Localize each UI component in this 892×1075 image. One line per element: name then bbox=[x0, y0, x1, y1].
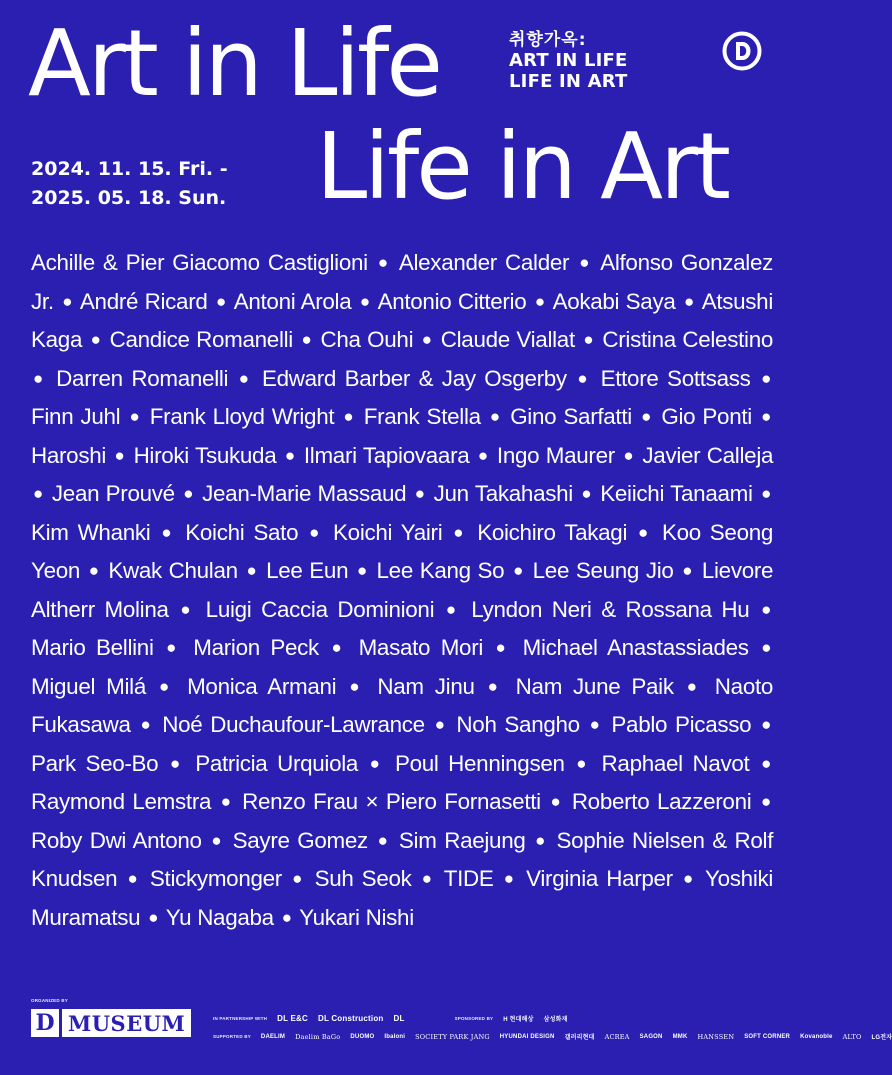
supported-label: SUPPORTED BY bbox=[213, 1034, 251, 1039]
artist-name: Achille & Pier Giacomo Castiglioni bbox=[31, 250, 368, 275]
artist-name: Suh Seok bbox=[314, 866, 412, 891]
d-museum-logo-d: D bbox=[31, 1009, 59, 1037]
bullet-separator-icon: ● bbox=[220, 792, 233, 811]
artist-name: Antoni Arola bbox=[233, 288, 352, 314]
bullet-separator-icon: ● bbox=[761, 792, 772, 811]
bullet-separator-icon: ● bbox=[421, 330, 433, 349]
main-title-line-2: Life in Art bbox=[316, 113, 728, 220]
artist-name: Kim Whanki bbox=[31, 519, 151, 545]
artist-name: Lee Kang So bbox=[376, 558, 505, 583]
artist-name: Raymond Lemstra bbox=[31, 789, 212, 814]
artist-name: Raphael Navot bbox=[601, 750, 750, 776]
bullet-separator-icon: ● bbox=[414, 484, 426, 503]
bullet-separator-icon: ● bbox=[33, 368, 46, 388]
artist-name: Ingo Maurer bbox=[496, 442, 615, 468]
artist-name: Koichi Sato bbox=[185, 519, 299, 545]
artist-name: Miguel Milá bbox=[31, 673, 147, 699]
artist-name: Javier Calleja bbox=[642, 442, 774, 468]
supporter-logo: ACREA bbox=[604, 1032, 630, 1041]
artist-name: Jean Prouvé bbox=[51, 481, 175, 506]
bullet-separator-icon: ● bbox=[513, 561, 524, 580]
artist-name: Ilmari Tapiovaara bbox=[303, 442, 470, 468]
bullet-separator-icon: ● bbox=[453, 522, 467, 542]
artist-name: Edward Barber & Jay Osgerby bbox=[261, 365, 567, 391]
exhibition-dates bbox=[31, 155, 228, 213]
bullet-separator-icon: ● bbox=[215, 291, 227, 311]
start-date: 2024. 11. 15. Fri. - bbox=[31, 158, 228, 180]
artist-name: Marion Peck bbox=[193, 635, 319, 660]
artist-name: Jun Takahashi bbox=[433, 481, 573, 506]
artist-name: Alexander Calder bbox=[398, 250, 570, 275]
bullet-separator-icon: ● bbox=[577, 368, 590, 388]
d-museum-logo bbox=[31, 1009, 191, 1037]
bullet-separator-icon: ● bbox=[309, 522, 323, 542]
supporter-logo: HANSSEN bbox=[697, 1032, 735, 1041]
bullet-separator-icon: ● bbox=[683, 291, 695, 311]
artist-name: Nam Jinu bbox=[377, 673, 475, 699]
bullet-separator-icon: ● bbox=[445, 599, 460, 619]
bullet-separator-icon: ● bbox=[281, 907, 292, 927]
supporters-row bbox=[213, 1032, 892, 1041]
artist-name: Gio Ponti bbox=[661, 404, 752, 429]
artist-name: Lee Eun bbox=[266, 558, 349, 583]
bullet-separator-icon: ● bbox=[377, 830, 390, 850]
artist-name: Darren Romanelli bbox=[56, 365, 229, 391]
bullet-separator-icon: ● bbox=[434, 715, 447, 734]
bullet-separator-icon: ● bbox=[761, 638, 772, 657]
artist-name: Koichi Yairi bbox=[333, 519, 443, 545]
bullet-separator-icon: ● bbox=[377, 253, 391, 272]
bullet-separator-icon: ● bbox=[292, 869, 305, 888]
bullet-separator-icon: ● bbox=[166, 638, 181, 657]
bullet-separator-icon: ● bbox=[246, 561, 258, 580]
artist-name: Candice Romanelli bbox=[109, 327, 293, 352]
bullet-separator-icon: ● bbox=[683, 869, 696, 888]
artist-name: Roby Dwi Antono bbox=[31, 827, 202, 853]
bullet-separator-icon: ● bbox=[90, 330, 102, 349]
artist-name: Gino Sarfatti bbox=[510, 404, 632, 429]
partner-logo: DL Construction bbox=[317, 1014, 384, 1023]
bullet-separator-icon: ● bbox=[535, 830, 547, 850]
bullet-separator-icon: ● bbox=[356, 561, 368, 580]
artist-name: Atsushi Kaga bbox=[31, 288, 774, 352]
artist-name: Patricia Urquiola bbox=[195, 750, 359, 776]
subtitle-block bbox=[509, 30, 628, 93]
artist-name: Noh Sangho bbox=[456, 712, 580, 737]
d-circle-logo-icon bbox=[722, 31, 762, 71]
partner-logo: DL E&C bbox=[277, 1014, 308, 1023]
bullet-separator-icon: ● bbox=[761, 407, 772, 426]
artist-name: TIDE bbox=[443, 866, 494, 891]
artist-name: Park Seo-Bo bbox=[31, 750, 159, 776]
bullet-separator-icon: ● bbox=[349, 676, 365, 696]
artist-name: Lyndon Neri & Rossana Hu bbox=[471, 596, 750, 622]
bullet-separator-icon: ● bbox=[550, 792, 563, 811]
bullet-separator-icon: ● bbox=[129, 407, 141, 426]
partner-logo: DL bbox=[393, 1014, 405, 1023]
bullet-separator-icon: ● bbox=[576, 753, 590, 773]
artist-name: Alfonso Gonzalez Jr. bbox=[31, 250, 774, 314]
supporter-logo: Ibaloni bbox=[384, 1033, 406, 1040]
bullet-separator-icon: ● bbox=[686, 676, 702, 696]
organized-by-label: ORGANIZED BY bbox=[31, 998, 68, 1003]
bullet-separator-icon: ● bbox=[638, 522, 652, 542]
supporter-logo: SOCIETY PARK JANG bbox=[415, 1032, 490, 1041]
artist-name: Pablo Picasso bbox=[611, 712, 752, 737]
sponsor-logo: 삼성화재 bbox=[543, 1017, 568, 1023]
bullet-separator-icon: ● bbox=[641, 407, 653, 426]
artist-name: Yukari Nishi bbox=[299, 904, 414, 930]
artist-name: Sayre Gomez bbox=[232, 827, 368, 853]
artist-name: Kwak Chulan bbox=[108, 558, 238, 583]
bullet-separator-icon: ● bbox=[114, 445, 126, 465]
bullet-separator-icon: ● bbox=[761, 368, 772, 388]
supporter-logo: ALTO bbox=[842, 1032, 862, 1041]
bullet-separator-icon: ● bbox=[589, 715, 602, 734]
bullet-separator-icon: ● bbox=[682, 561, 694, 580]
artist-name: Stickymonger bbox=[149, 866, 282, 891]
bullet-separator-icon: ● bbox=[495, 638, 511, 657]
bullet-separator-icon: ● bbox=[161, 522, 175, 542]
artist-name: Luigi Caccia Dominioni bbox=[205, 596, 435, 622]
organizer-block bbox=[31, 998, 191, 1037]
artist-name: Poul Henningsen bbox=[394, 750, 565, 776]
supporter-logo: SAGON bbox=[639, 1033, 663, 1040]
supporter-logo: HYUNDAI DESIGN bbox=[499, 1033, 555, 1040]
bullet-separator-icon: ● bbox=[62, 291, 73, 311]
bullet-separator-icon: ● bbox=[477, 445, 489, 465]
artist-name: Cristina Celestino bbox=[602, 327, 773, 352]
bullet-separator-icon: ● bbox=[487, 676, 503, 696]
artist-name: Monica Armani bbox=[187, 673, 337, 699]
artist-name: Sim Raejung bbox=[398, 827, 526, 853]
artist-name: Antonio Citterio bbox=[377, 288, 527, 314]
supporter-logo: DUOMO bbox=[350, 1033, 375, 1040]
subtitle-line-2: LIFE IN ART bbox=[509, 71, 628, 93]
bullet-separator-icon: ● bbox=[581, 484, 592, 503]
artist-name: Koichiro Takagi bbox=[477, 519, 628, 545]
bullet-separator-icon: ● bbox=[761, 599, 772, 619]
bullet-separator-icon: ● bbox=[369, 753, 384, 773]
bullet-separator-icon: ● bbox=[183, 484, 194, 503]
artist-name: Claude Viallat bbox=[440, 327, 575, 352]
supporter-logo: Daelim BaGo bbox=[295, 1032, 341, 1041]
bullet-separator-icon: ● bbox=[503, 869, 516, 888]
partnership-label: IN PARTNERSHIP WITH bbox=[213, 1016, 268, 1021]
artist-name: Ettore Sottsass bbox=[600, 365, 751, 391]
artist-name: Nam June Paik bbox=[515, 673, 674, 699]
artist-name: Frank Stella bbox=[363, 404, 481, 429]
artist-name: Yoshiki Muramatsu bbox=[31, 866, 774, 930]
artist-name: Virginia Harper bbox=[526, 866, 673, 891]
artist-name: André Ricard bbox=[79, 288, 208, 314]
bullet-separator-icon: ● bbox=[583, 330, 594, 349]
d-museum-logo-name: MUSEUM bbox=[62, 1009, 191, 1037]
artist-list bbox=[31, 245, 773, 938]
bullet-separator-icon: ● bbox=[301, 330, 312, 349]
bullet-separator-icon: ● bbox=[623, 445, 634, 465]
end-date: 2025. 05. 18. Sun. bbox=[31, 187, 227, 209]
artist-name: Jean-Marie Massaud bbox=[202, 481, 407, 506]
artist-name: Koo Seong Yeon bbox=[31, 519, 774, 583]
sponsor-logo: H 현대해상 bbox=[503, 1017, 534, 1023]
supporter-logo: DAELIM bbox=[260, 1033, 286, 1040]
bullet-separator-icon: ● bbox=[761, 484, 772, 503]
bullet-separator-icon: ● bbox=[159, 676, 175, 696]
partners-sponsors-row bbox=[213, 1014, 568, 1023]
artist-name: Lievore Altherr Molina bbox=[31, 558, 774, 622]
bullet-separator-icon: ● bbox=[343, 407, 355, 426]
bullet-separator-icon: ● bbox=[88, 561, 100, 580]
bullet-separator-icon: ● bbox=[169, 753, 184, 773]
bullet-separator-icon: ● bbox=[761, 753, 772, 773]
artist-name: Sophie Nielsen & Rolf Knudsen bbox=[31, 827, 774, 891]
artist-name: Mario Bellini bbox=[31, 635, 154, 660]
artist-name: Cha Ouhi bbox=[320, 327, 414, 352]
supporter-logo: LG전자 bbox=[871, 1035, 892, 1041]
artist-name: Noé Duchaufour-Lawrance bbox=[162, 712, 425, 737]
bullet-separator-icon: ● bbox=[579, 253, 592, 272]
bullet-separator-icon: ● bbox=[359, 291, 371, 311]
bullet-separator-icon: ● bbox=[211, 830, 223, 850]
sponsored-label: SPONSORED BY bbox=[454, 1016, 494, 1021]
artist-name: Naoto Fukasawa bbox=[31, 673, 774, 737]
subtitle-korean: 취향가옥: bbox=[509, 30, 587, 50]
bullet-separator-icon: ● bbox=[180, 599, 195, 619]
subtitle-line-1: ART IN LIFE bbox=[509, 50, 628, 72]
artist-name: Renzo Frau × Piero Fornasetti bbox=[242, 789, 541, 814]
bullet-separator-icon: ● bbox=[534, 291, 546, 311]
bullet-separator-icon: ● bbox=[148, 907, 159, 927]
bullet-separator-icon: ● bbox=[284, 445, 296, 465]
artist-name: Haroshi bbox=[31, 442, 107, 468]
supporter-logo: 갤러리현대 bbox=[564, 1035, 595, 1041]
artist-name: Keiichi Tanaami bbox=[600, 481, 753, 506]
bullet-separator-icon: ● bbox=[127, 869, 140, 888]
artist-name: Hiroki Tsukuda bbox=[133, 442, 277, 468]
supporter-logo: SOFT CORNER bbox=[744, 1033, 791, 1040]
artist-name: Aokabi Saya bbox=[552, 288, 676, 314]
artist-name: Yu Nagaba bbox=[165, 904, 274, 930]
artist-name: Lee Seung Jio bbox=[532, 558, 674, 583]
supporter-logo: MMK bbox=[672, 1033, 688, 1040]
artist-name: Masato Mori bbox=[358, 635, 484, 660]
artist-name: Finn Juhl bbox=[31, 404, 121, 429]
bullet-separator-icon: ● bbox=[140, 715, 153, 734]
bullet-separator-icon: ● bbox=[331, 638, 347, 657]
bullet-separator-icon: ● bbox=[489, 407, 502, 426]
artist-name: Michael Anastassiades bbox=[522, 635, 749, 660]
main-title-line-1: Art in Life bbox=[28, 10, 440, 117]
artist-name: Frank Lloyd Wright bbox=[149, 404, 335, 429]
bullet-separator-icon: ● bbox=[421, 869, 434, 888]
bullet-separator-icon: ● bbox=[238, 368, 252, 388]
bullet-separator-icon: ● bbox=[33, 484, 44, 503]
bullet-separator-icon: ● bbox=[761, 715, 772, 734]
artist-name: Roberto Lazzeroni bbox=[571, 789, 752, 814]
supporter-logo: Kovanoble bbox=[800, 1033, 833, 1040]
